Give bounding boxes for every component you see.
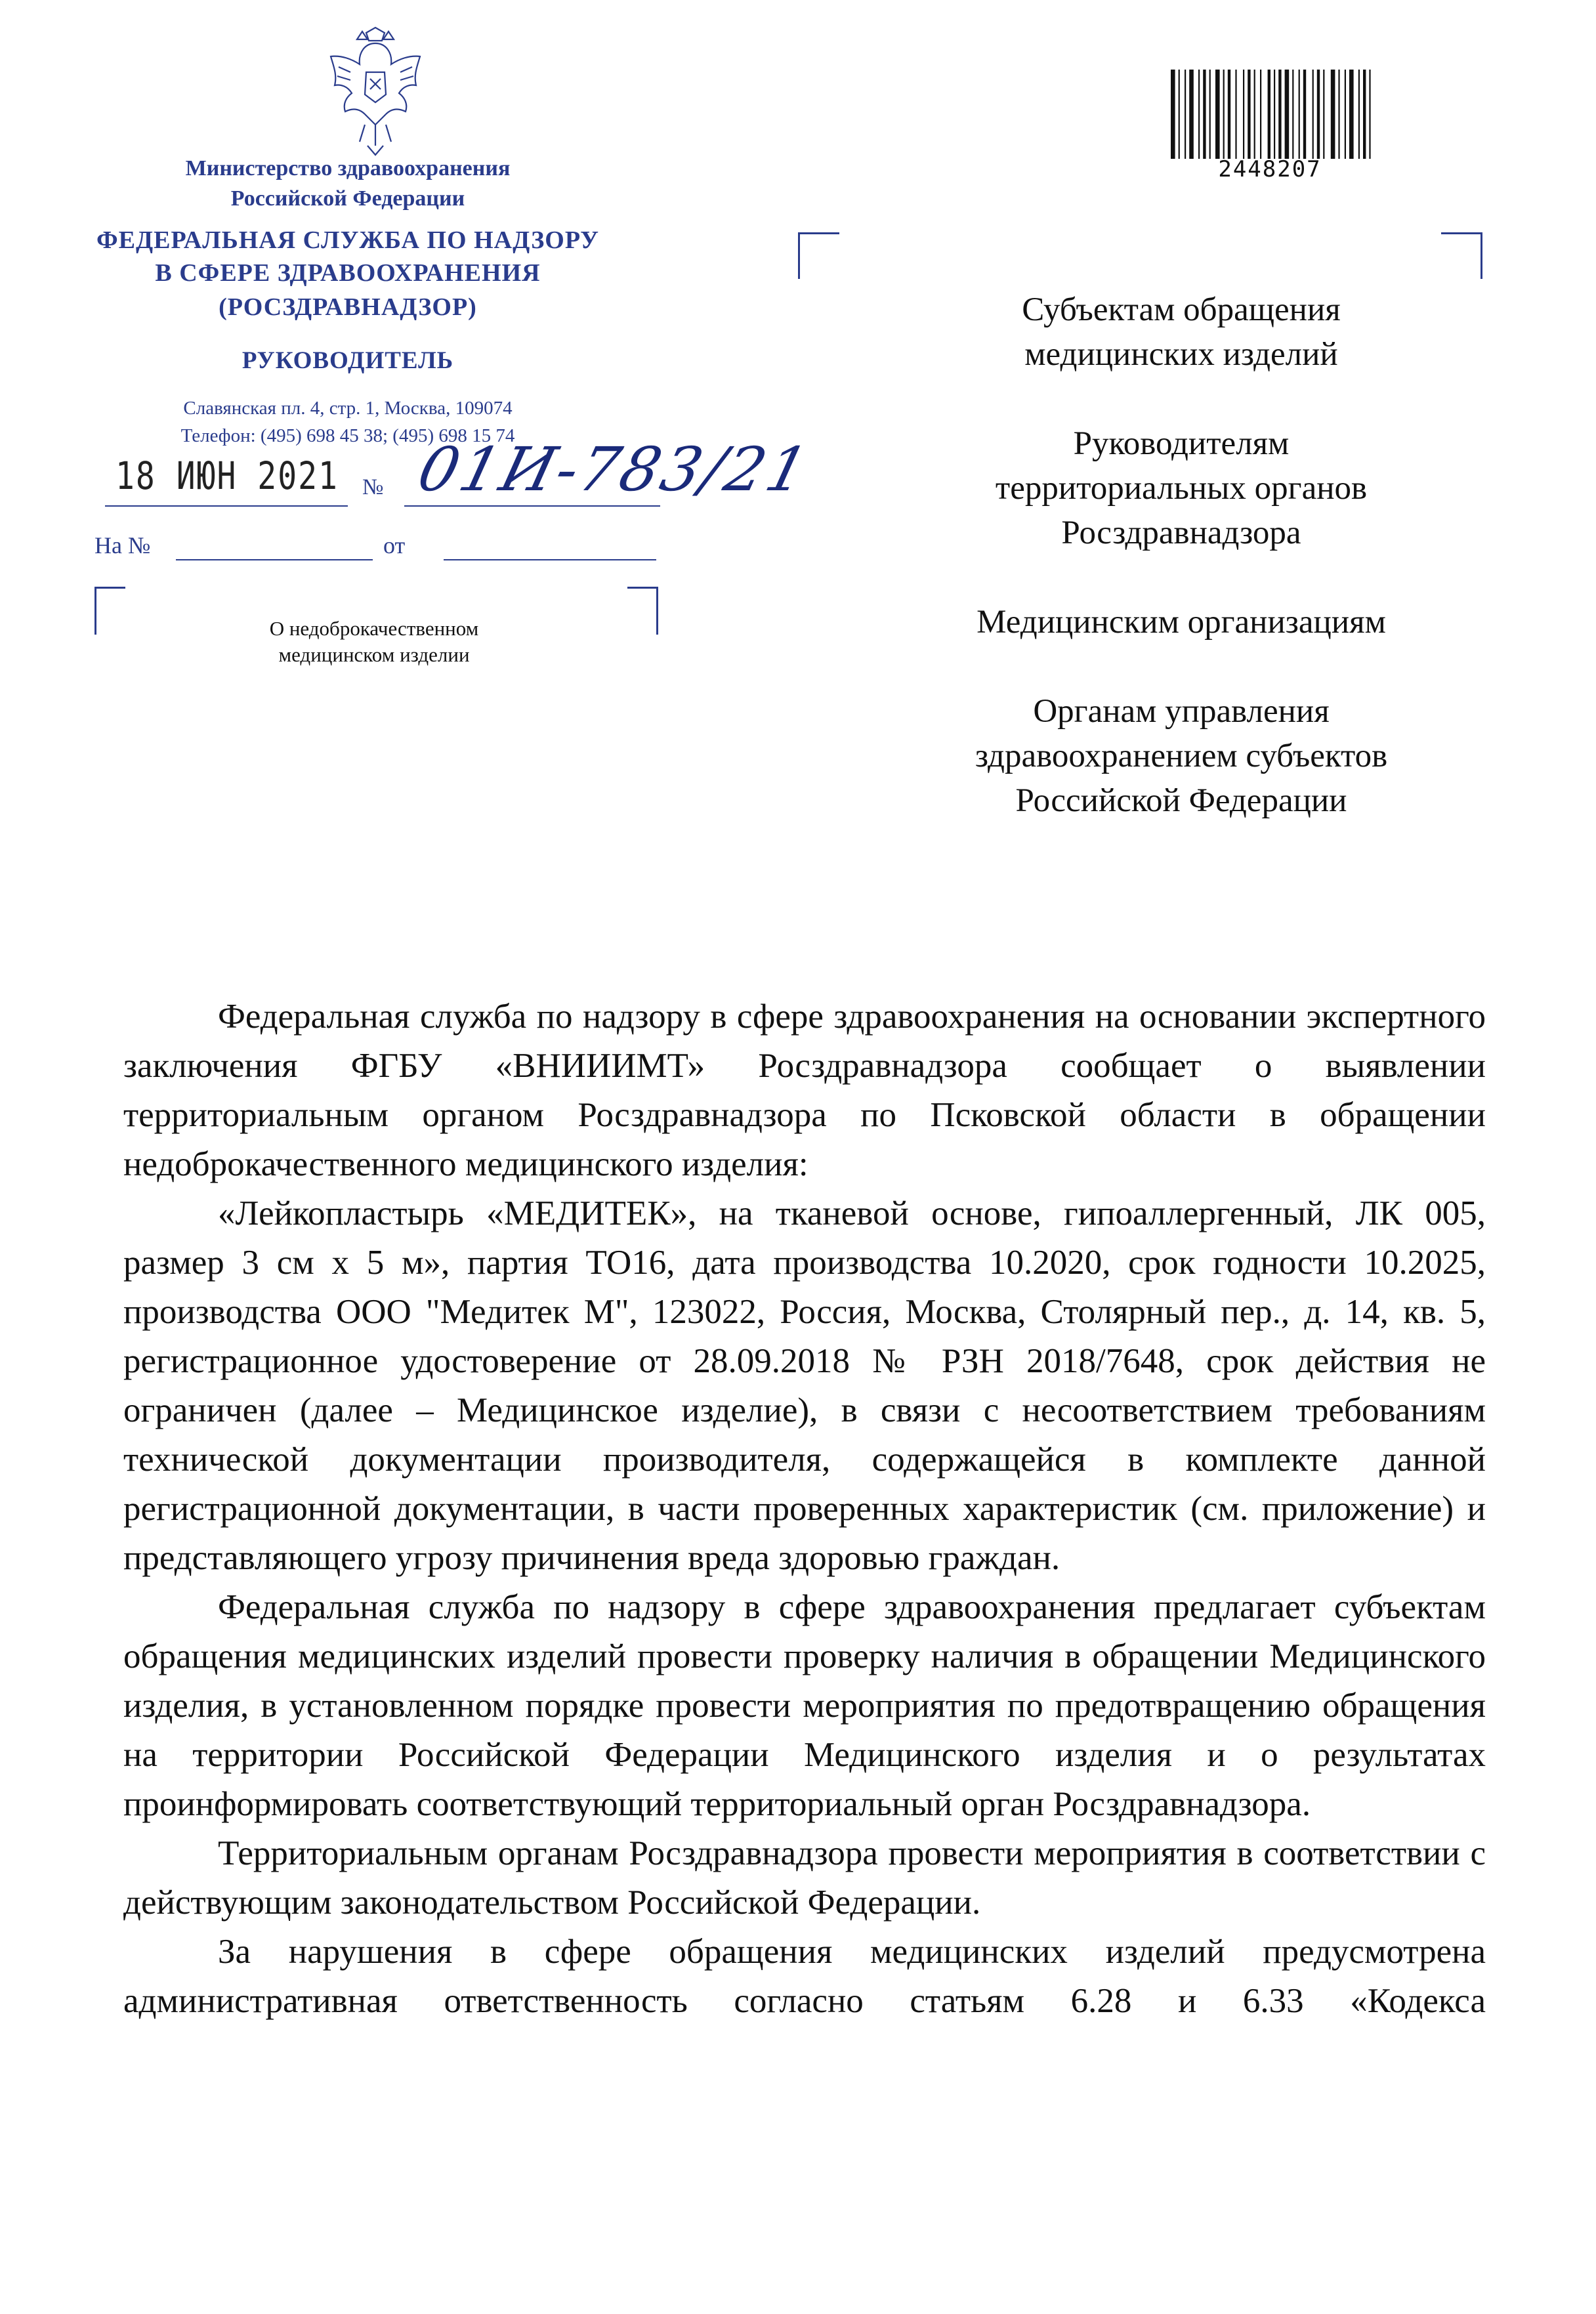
barcode-number: 2448207	[1218, 156, 1322, 182]
barcode-bar	[1209, 70, 1211, 159]
body-paragraph-2: «Лейкопластырь «МЕДИТЕК», на тканевой основе, гипоаллергенный, ЛК 005, размер 3 см х 5 м», партия ТО16, дата производства 10.2020, срок годности 10.2025, производства ООО "Медитек М", 123022, Россия, Москва, Столярный пер., д. 14, кв. 5, регистрационное удостоверение от 28.09.2018 № РЗН 2018/7648, срок действия не ограничен (далее – Медицинское изделие), в связи с несоответствием требованиям технической документации производителя, содержащейся в комплекте данной регистрационной документации, в части проверенных характеристик (см. приложение) и представляющего угрозу причинения вреда здоровью граждан.	[123, 1194, 1486, 1577]
letter-subject	[144, 616, 604, 668]
subject-corner-right	[627, 587, 658, 635]
body-paragraph-1: Федеральная служба по надзору в сфере здравоохранения на основании экспертного заключения ФГБУ «ВНИИИМТ» Росздравнадзора сообщает о выявлении территориальным органом Росздравнадзора по Псковской области в обращении недоброкачественного медицинского изделия:	[123, 998, 1486, 1183]
barcode-bar	[1198, 70, 1200, 159]
barcode-bar	[1349, 70, 1354, 159]
subject-line1: О недоброкачественном	[269, 617, 479, 640]
russian-coat-of-arms-icon	[319, 26, 432, 158]
barcode-bar	[1285, 70, 1290, 159]
reply-from-label: от	[383, 532, 406, 558]
body-paragraph-5: За нарушения в сфере обращения медицинских изделий предусмотрена административная ответственность согласно статьям 6.28 и 6.33 «Кодекса	[123, 1933, 1486, 2020]
barcode-bar	[1223, 70, 1225, 159]
barcode-bar	[1292, 70, 1293, 159]
barcode-bar	[1274, 70, 1275, 159]
barcode-bar	[1323, 70, 1324, 159]
subject-line2: медицинском изделии	[278, 643, 470, 666]
barcode-bar	[1171, 70, 1175, 159]
barcode-bar	[1260, 70, 1261, 159]
reply-to-label: На №	[94, 532, 151, 558]
recipient-r3-line1: Медицинским организациям	[976, 604, 1386, 641]
registration-number-line	[404, 505, 660, 507]
barcode-bar	[1203, 70, 1206, 159]
position-title: РУКОВОДИТЕЛЬ	[242, 347, 454, 374]
barcode-bar	[1369, 70, 1370, 159]
service-name-line2: В СФЕРЕ ЗДРАВООХРАНЕНИЯ	[155, 259, 541, 287]
barcode-bar	[1345, 70, 1346, 159]
body-paragraph-3: Федеральная служба по надзору в сфере здравоохранения предлагает субъектам обращения медицинских изделий провести проверку наличия в обращении Медицинского изделия, в установленном порядке провести мероприятия по предотвращению обращения на территории Российской Федерации Медицинского изделия и о результатах проинформировать соответствующий территориальный орган Росздравнадзора.	[123, 1588, 1486, 1823]
letter-body	[123, 992, 1486, 2026]
service-abbreviation: (РОСЗДРАВНАДЗОР)	[219, 293, 477, 321]
barcode-bar	[1312, 70, 1314, 159]
recipient-r2-line3: Росздравнадзора	[1061, 515, 1301, 551]
ministry-name: Министерство здравоохранения	[185, 156, 511, 180]
service-phone: Телефон: (495) 698 45 38; (495) 698 15 74	[180, 425, 515, 446]
address-corner-right	[1441, 232, 1482, 279]
barcode-bar	[1358, 70, 1360, 159]
ministry-country: Российской Федерации	[230, 186, 465, 211]
recipient-r4-line2: здравоохранением субъектов	[975, 738, 1388, 774]
reply-to-line	[176, 559, 373, 560]
recipient-r2-line2: территориальных органов	[995, 470, 1368, 507]
barcode-bar	[1243, 70, 1244, 159]
barcode-bar	[1228, 70, 1230, 159]
recipient-r1-line1: Субъектам обращения	[1022, 291, 1341, 328]
registration-date-line	[105, 505, 348, 507]
registration-number-handwritten: 01И-783/21	[411, 434, 818, 505]
barcode-bar	[1268, 70, 1270, 159]
registration-number-label: №	[362, 475, 384, 499]
subject-corner-left	[94, 587, 125, 635]
barcode-bar	[1185, 70, 1186, 159]
barcode-bar	[1189, 70, 1194, 159]
barcode-bar	[1278, 70, 1281, 159]
service-address: Славянская пл. 4, стр. 1, Москва, 109074	[183, 398, 513, 419]
barcode-bar	[1254, 70, 1255, 159]
recipient-r4-line3: Российской Федерации	[1015, 782, 1347, 819]
recipient-r4-line1: Органам управления	[1033, 693, 1330, 730]
recipient-r1-line2: медицинских изделий	[1024, 336, 1338, 373]
barcode-bar	[1303, 70, 1306, 159]
barcode-bar	[1331, 70, 1335, 159]
barcode-bar	[1235, 70, 1236, 159]
barcode-bar	[1179, 70, 1180, 159]
barcode-bar	[1215, 70, 1220, 159]
body-paragraph-4: Территориальным органам Росздравнадзора провести мероприятия в соответствии с действующим законодательством Российской Федерации.	[123, 1834, 1486, 1922]
service-name-line1: ФЕДЕРАЛЬНАЯ СЛУЖБА ПО НАДЗОРУ	[96, 226, 599, 254]
barcode-bar	[1317, 70, 1320, 159]
barcode-bar	[1338, 70, 1339, 159]
barcode-bar	[1363, 70, 1366, 159]
barcode-bar	[1248, 70, 1250, 159]
reply-from-line	[444, 559, 656, 560]
recipient-r2-line1: Руководителям	[1073, 425, 1290, 462]
registration-date-stamp: 18 ИЮН 2021	[116, 454, 339, 499]
barcode-icon	[1169, 70, 1373, 159]
barcode-bar	[1299, 70, 1300, 159]
address-corner-left	[798, 232, 839, 279]
